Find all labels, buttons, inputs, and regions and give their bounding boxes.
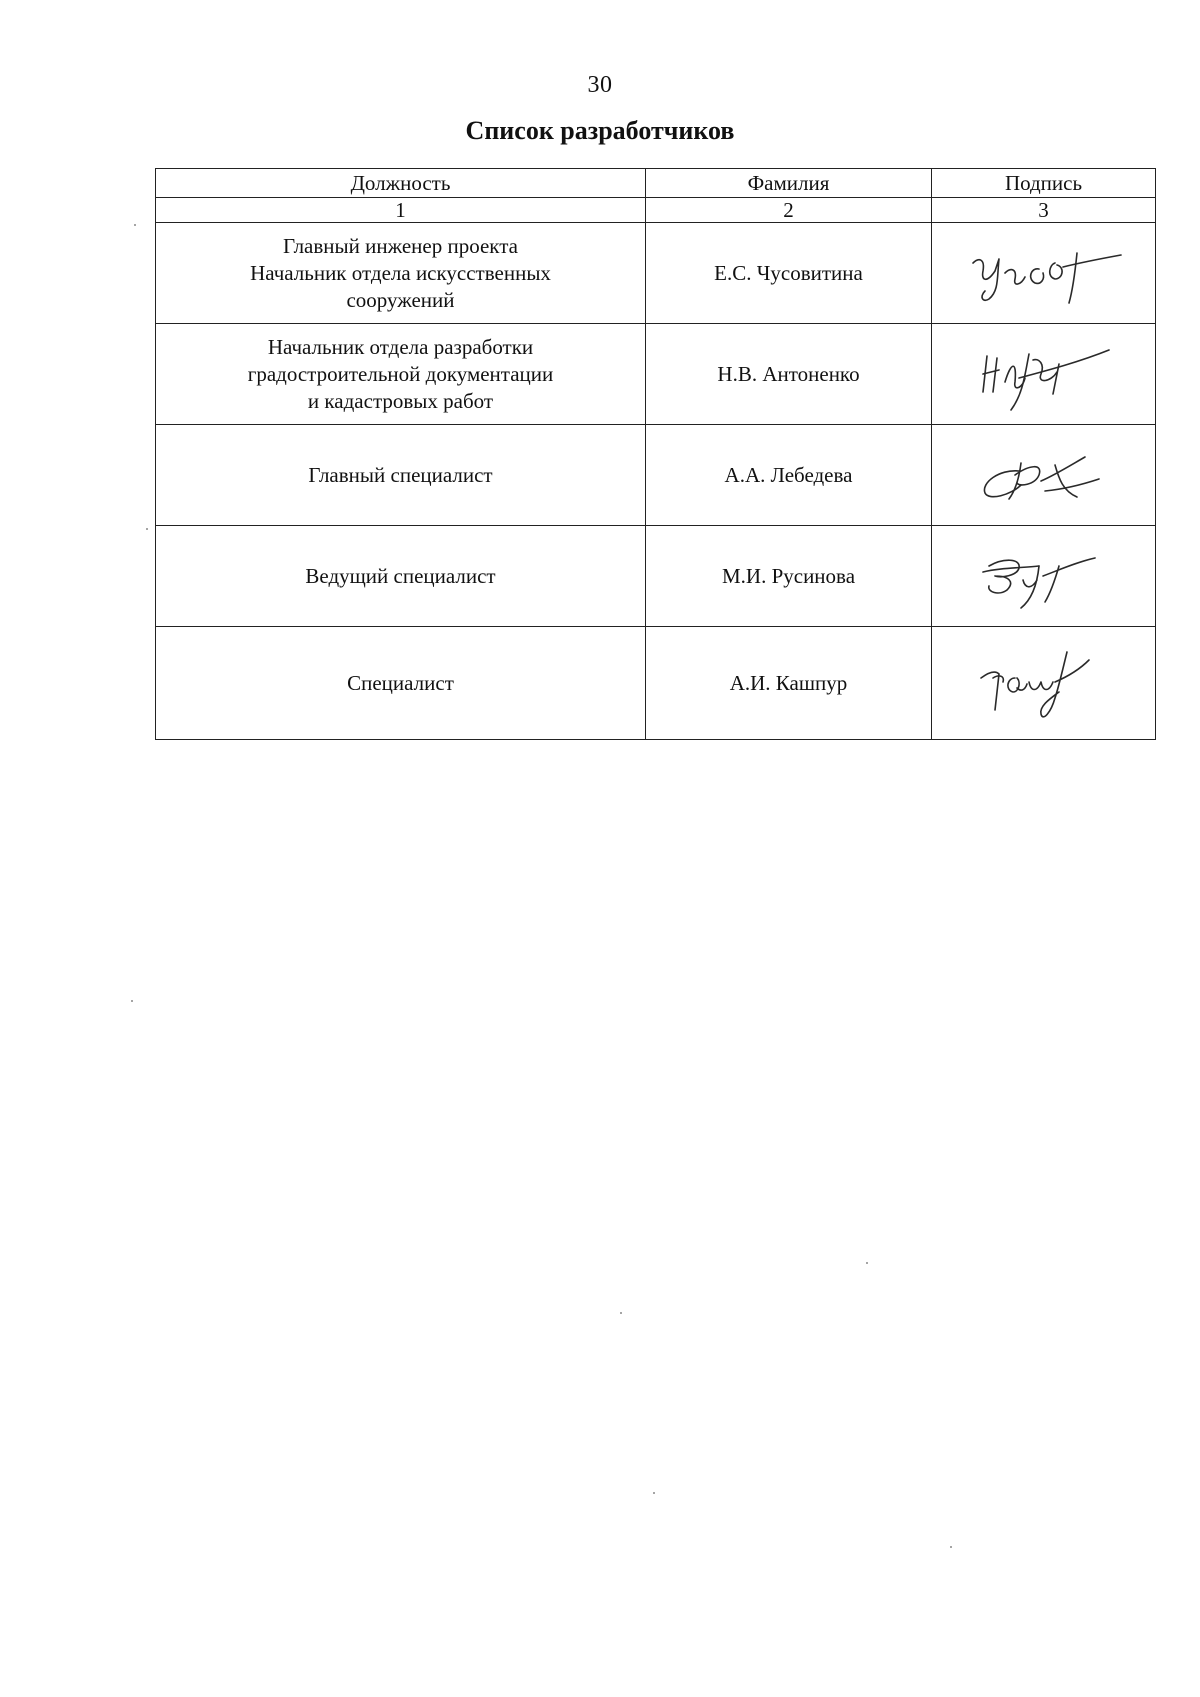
position-cell	[156, 425, 646, 526]
signature-cell	[932, 425, 1156, 526]
scan-speck	[620, 1312, 622, 1314]
position-line: Главный специалист	[308, 462, 493, 487]
position-line: Ведущий специалист	[305, 563, 496, 588]
signature-image	[959, 233, 1129, 313]
page-number: 30	[587, 72, 613, 98]
position-line: Главный инженер проекта	[283, 233, 518, 258]
name-cell: А.И. Кашпур	[646, 627, 932, 740]
position-cell	[156, 526, 646, 627]
column-number-3: 3	[932, 198, 1156, 223]
column-number-row	[156, 198, 1156, 223]
header-signature: Подпись	[932, 169, 1156, 198]
signature-image	[959, 334, 1129, 414]
column-number-2: 2	[646, 198, 932, 223]
signature-cell	[932, 324, 1156, 425]
table-row	[156, 627, 1156, 740]
position-cell	[156, 223, 646, 324]
column-number-1: 1	[156, 198, 646, 223]
table-row	[156, 526, 1156, 627]
developers-table	[155, 168, 1156, 740]
position-line: сооружений	[346, 287, 455, 312]
scan-speck	[146, 528, 148, 530]
table-row	[156, 425, 1156, 526]
scan-speck	[866, 1262, 868, 1264]
position-line: Начальник отдела искусственных	[250, 260, 551, 285]
header-row	[156, 169, 1156, 198]
name-cell: А.А. Лебедева	[646, 425, 932, 526]
position-line: Специалист	[347, 670, 454, 695]
signature-image	[959, 638, 1129, 728]
position-line: Начальник отдела разработки	[267, 334, 534, 359]
position-line: и кадастровых работ	[307, 388, 494, 413]
name-cell: Н.В. Антоненко	[646, 324, 932, 425]
signature-image	[959, 435, 1129, 515]
signature-cell	[932, 627, 1156, 740]
document-title: Список разработчиков	[465, 116, 735, 145]
scan-speck	[950, 1546, 952, 1548]
table-row	[156, 324, 1156, 425]
position-cell	[156, 627, 646, 740]
name-cell: М.И. Русинова	[646, 526, 932, 627]
position-cell	[156, 324, 646, 425]
signature-cell	[932, 526, 1156, 627]
header-surname: Фамилия	[646, 169, 932, 198]
table-row	[156, 223, 1156, 324]
position-line: градостроительной документации	[247, 361, 554, 386]
scan-speck	[653, 1492, 655, 1494]
scan-speck	[134, 224, 136, 226]
signature-image	[959, 536, 1129, 616]
scan-speck	[131, 1000, 133, 1002]
name-cell: Е.С. Чусовитина	[646, 223, 932, 324]
header-position: Должность	[156, 169, 646, 198]
signature-cell	[932, 223, 1156, 324]
